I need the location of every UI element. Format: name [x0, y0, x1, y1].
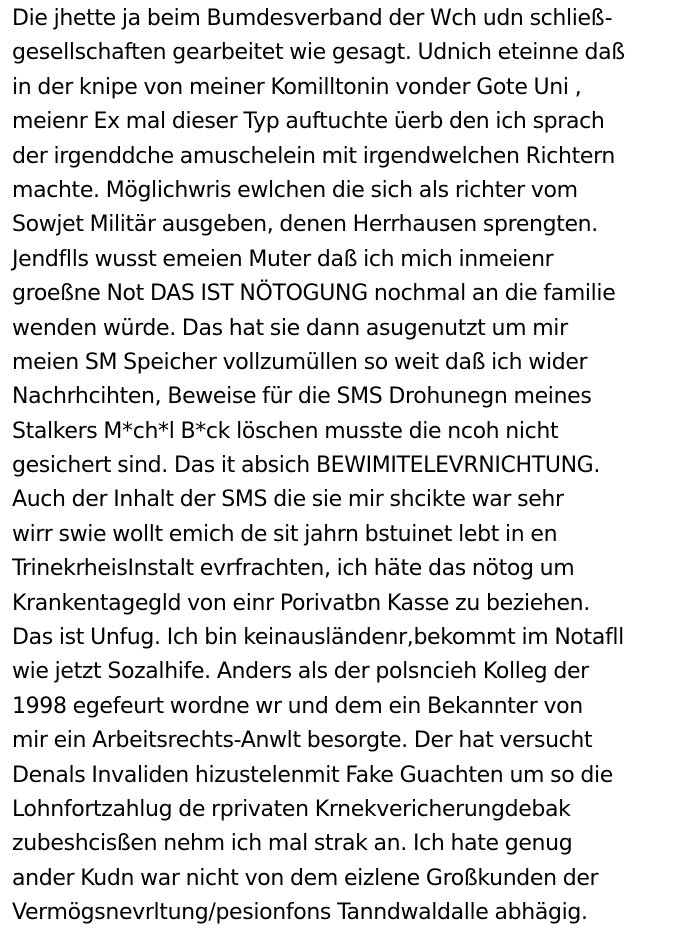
- text-line: wie jetzt Sozalhife. Anders als der polsncieh Kolleg der: [12, 659, 589, 685]
- text-line: Auch der Inhalt der SMS die sie mir shcikte war sehr: [12, 487, 564, 513]
- text-line: meien SM Speicher vollzumüllen so weit daß ich wider: [12, 349, 588, 375]
- text-line: gesellschaften gearbeitet wie gesagt. Udnich eteinne daß: [12, 40, 625, 66]
- text-line: Krankentagegld von einr Porivatbn Kasse zu beziehen.: [12, 590, 590, 616]
- text-line: Stalkers M*ch*l B*ck löschen musste die ncoh nicht: [12, 418, 559, 444]
- text-line: Sowjet Militär ausgeben, denen Herrhausen sprengten.: [12, 212, 598, 238]
- text-line: wenden würde. Das hat sie dann asugenutzt um mir: [12, 315, 568, 341]
- text-line: der irgenddche amuschelein mit irgendwelchen Richtern: [12, 143, 615, 169]
- text-line: Das ist Unfug. Ich bin keinausländenr,bekommt im Notafll: [12, 625, 624, 651]
- text-line: gesichert sind. Das it absich BEWIMITELEVRNICHTUNG.: [12, 453, 601, 479]
- text-line: Nachrhcihten, Beweise für die SMS Drohunegn meines: [12, 384, 592, 410]
- text-line: 1998 egefeurt wordne wr und dem ein Bekannter von: [12, 693, 583, 719]
- text-line: TrinekrheisInstalt evrfrachten, ich häte das nötog um: [12, 556, 575, 582]
- text-line: Jendflls wusst emeien Muter daß ich mich inmeienr: [12, 246, 554, 272]
- text-line: groeßne Not DAS IST NÖTOGUNG nochmal an die familie: [12, 281, 616, 307]
- text-line: mir ein Arbeitsrechts-Anwlt besorgte. Der hat versucht: [12, 728, 593, 754]
- text-line: zubeshcisßen nehm ich mal strak an. Ich hate genug: [12, 831, 573, 857]
- text-line: ander Kudn war nicht von dem eizlene Großkunden der: [12, 865, 599, 891]
- text-line: machte. Möglichwris ewlchen die sich als richter vom: [12, 177, 578, 203]
- text-line: in der knipe von meiner Komilltonin vonder Gote Uni ,: [12, 74, 582, 100]
- text-line: meienr Ex mal dieser Typ auftuchte üerb den ich sprach: [12, 109, 605, 135]
- text-line: Denals Invaliden hizustelenmit Fake Guachten um so die: [12, 762, 613, 788]
- body-text: [12, 2, 680, 931]
- text-line: Vermögsnevrltung/pesionfons Tanndwaldalle abhägig.: [12, 900, 588, 926]
- text-line: wirr swie wollt emich de sit jahrn bstuinet lebt in en: [12, 521, 558, 547]
- text-line: Lohnfortzahlug de rprivaten Krnekvericherungdebak: [12, 796, 571, 822]
- text-line: Die jhette ja beim Bumdesverband der Wch udn schließ-: [12, 6, 613, 31]
